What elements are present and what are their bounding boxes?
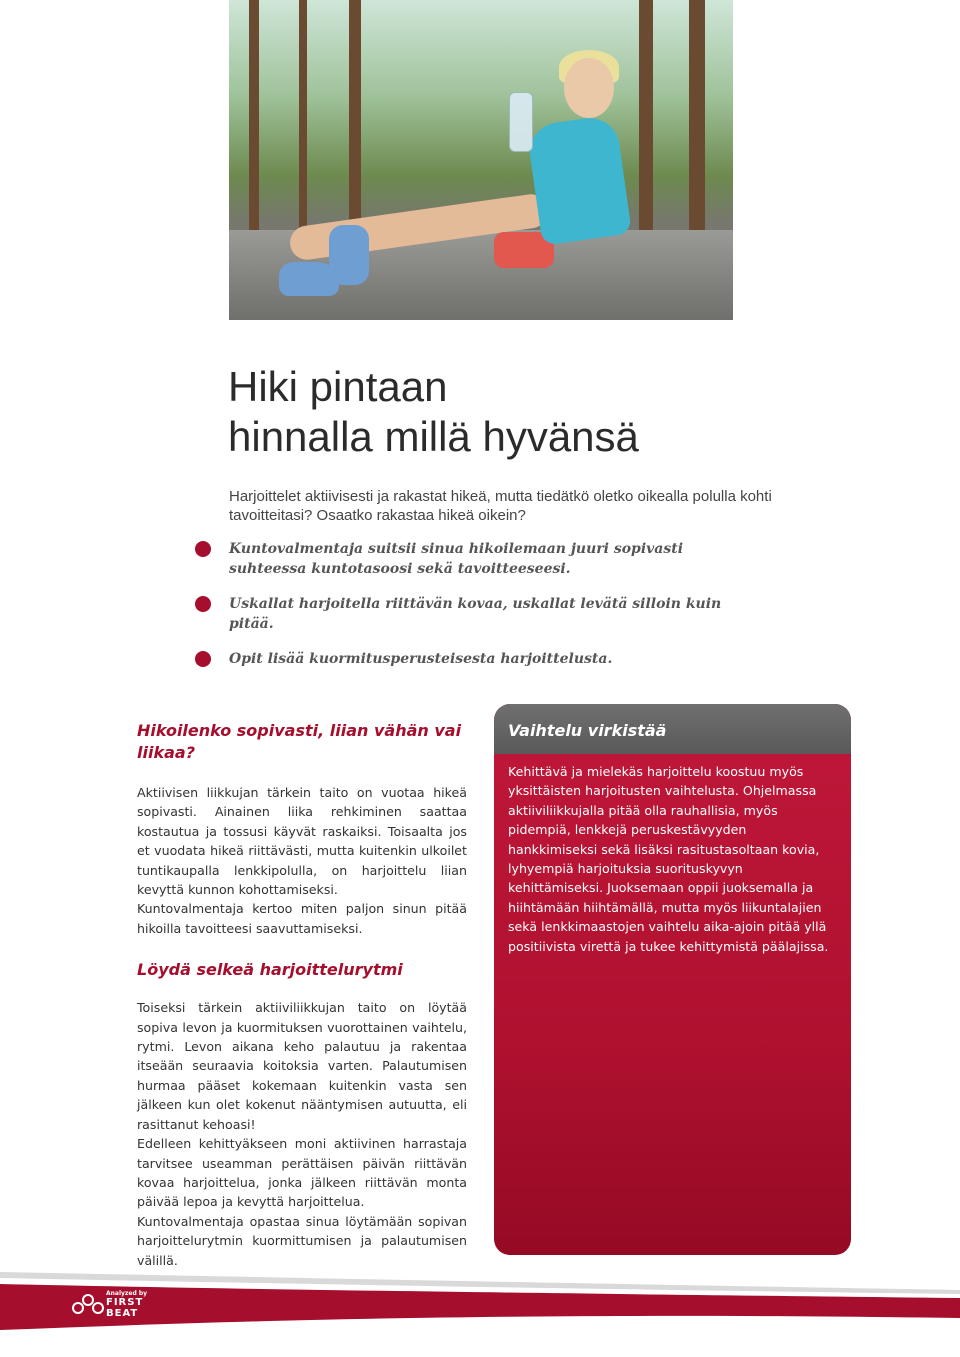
info-box bbox=[494, 704, 851, 1255]
tree-trunk bbox=[249, 0, 259, 250]
bullet-text: Kuntovalmentaja suitsii sinua hikoilemaan juuri sopivasti suhteessa kuntotasoosi sekä tavoitteeseesi. bbox=[229, 541, 684, 577]
paragraph: Toiseksi tärkein aktiiviliikkujan taito on löytää sopiva levon ja kuormituksen vuorottainen vaihtelu, rytmi. Levon aikana keho palautuu ja rakentaa itseään seuraavia koitoksia varten. Palautumisen hurmaa pääset kokemaan kuitenkin vasta sen jälkeen kun olet kokenut nääntymisen autuutta, eli rasittanut kehoasi! bbox=[137, 1000, 467, 1132]
bullet-text: Uskallat harjoitella riittävän kovaa, uskallat levätä silloin kuin pitää. bbox=[229, 596, 722, 632]
bullet-dot-icon bbox=[195, 651, 211, 667]
tree-trunk bbox=[689, 0, 705, 250]
woman-head bbox=[564, 58, 614, 118]
page-title bbox=[228, 362, 639, 462]
section-heading: Löydä selkeä harjoittelurytmi bbox=[137, 960, 403, 980]
paragraph: Kuntovalmentaja kertoo miten paljon sinun pitää hikoilla tavoitteesi saavuttamiseksi. bbox=[137, 901, 467, 936]
bullet-item bbox=[195, 649, 755, 669]
water-bottle bbox=[509, 92, 533, 152]
left-column bbox=[137, 720, 467, 1270]
paragraph: Edelleen kehittyäkseen moni aktiivinen harrastaja tarvitsee useamman perättäisen päivän riittävän kovaa harjoittelua, jonka jälkeen riittävän monta päivää lepoa ja kevyttä harjoittelua. bbox=[137, 1136, 467, 1210]
paragraph: Kuntovalmentaja opastaa sinua löytämään sopivan harjoittelurytmin kuormittumisen ja palautumisen välillä. bbox=[137, 1213, 467, 1268]
bullet-text: Opit lisää kuormitusperusteisesta harjoittelusta. bbox=[229, 651, 613, 667]
intro-text: Harjoittelet aktiivisesti ja rakastat hikeä, mutta tiedätkö oletko oikealla polulla kohti tavoitteitasi? Osaatko rakastaa hikeä oikein? bbox=[229, 488, 772, 524]
bullet-dot-icon bbox=[195, 596, 211, 612]
section-heading: Hikoilenko sopivasti, liian vähän vai liikaa? bbox=[137, 721, 462, 762]
tree-trunk bbox=[299, 0, 307, 250]
title-line-1: Hiki pintaan bbox=[228, 363, 448, 410]
bullet-list bbox=[195, 539, 755, 684]
info-box-text: Kehittävä ja mielekäs harjoittelu koostuu myös yksittäisten harjoitusten vaihtelusta. Ohjelmassa aktiiviliikkujalla pitää olla rauhallisia, myös pidempiä, lenkkejä peruskestävyyden hankkimiseksi sekä lisäksi rasitustasoltaan kovia, lyhyempiä harjoituksia suorituskyvyn kehittämiseksi. Juoksemaan oppii juoksemalla ja hiihtämään hiihtämällä, mutta myös liikuntalajien sekä lenkkimaastojen vaihtelu aika-ajoin pitää yllä positiivista virettä ja tukee kehittymistä päälajissa. bbox=[508, 764, 829, 954]
tree-trunk bbox=[639, 0, 653, 250]
info-box-title: Vaihtelu virkistää bbox=[508, 721, 667, 740]
brand-name: FIRST BEAT bbox=[106, 1297, 144, 1319]
hero-photo bbox=[229, 0, 733, 320]
title-line-2: hinnalla millä hyvänsä bbox=[228, 413, 639, 460]
tree-trunk bbox=[349, 0, 361, 250]
bullet-item bbox=[195, 539, 755, 579]
paragraph: Aktiivisen liikkujan tärkein taito on vuotaa hikeä sopivasti. Ainainen liika rehkiminen saattaa kostautua ja tossusi käyvät raskaiksi. Toisaalta jos et vuodata hikeä riittävästi, mutta kuitenkin ulkoilet tuntikaupalla lenkkipolulla, on harjoittelu liian kevyttä kunnon kohottamiseksi. bbox=[137, 785, 467, 898]
woman-torso bbox=[526, 114, 632, 245]
shoe bbox=[329, 225, 369, 285]
bullet-item bbox=[195, 594, 755, 634]
analyzed-by-label: Analyzed by bbox=[106, 1290, 148, 1297]
bullet-dot-icon bbox=[195, 541, 211, 557]
